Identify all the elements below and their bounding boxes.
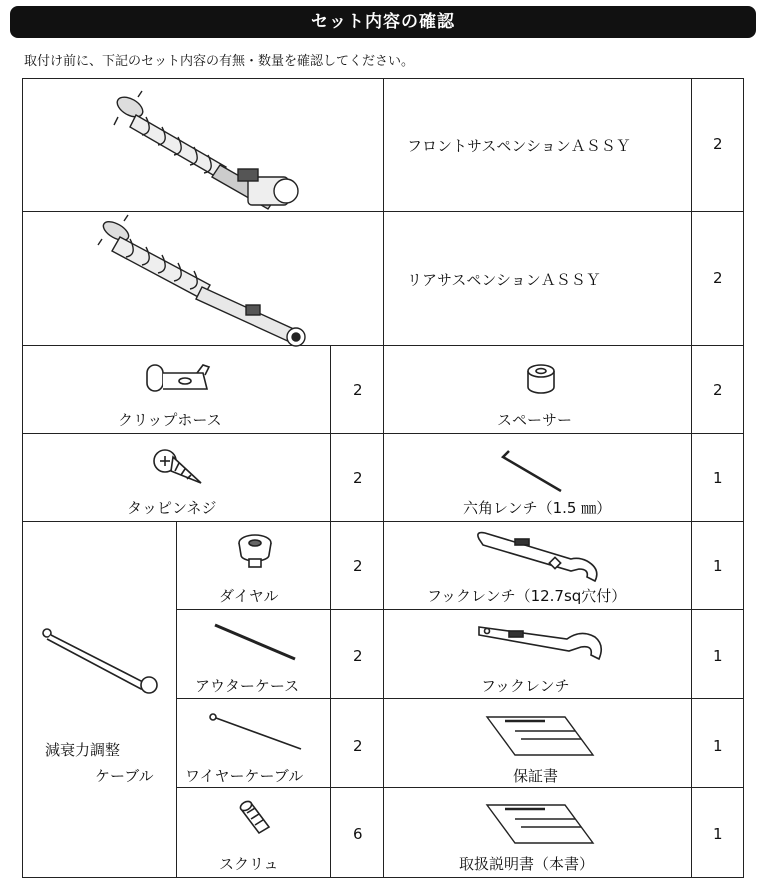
intro-text: 取付け前に、下記のセット内容の有無・数量を確認してください。 bbox=[24, 54, 415, 69]
wire-cable-qty: 2 bbox=[353, 737, 363, 755]
wire-cable-name: ワイヤーケーブル bbox=[185, 767, 304, 785]
spacer-name: スペーサー bbox=[497, 411, 573, 429]
clip-hose-name: クリップホース bbox=[118, 411, 222, 429]
hex-wrench-qty: 1 bbox=[713, 469, 723, 487]
clip-hose-qty: 2 bbox=[353, 381, 363, 399]
dial-name: ダイヤル bbox=[219, 587, 279, 605]
rear-suspension-name: リアサスペンションＡＳＳＹ bbox=[407, 271, 601, 289]
damping-cable-name-2: ケーブル bbox=[95, 767, 154, 785]
manual-name: 取扱説明書（本書） bbox=[459, 855, 595, 873]
warranty-qty: 1 bbox=[713, 737, 723, 755]
screw-name: スクリュ bbox=[219, 855, 279, 873]
hook-wrench-qty: 1 bbox=[713, 647, 723, 665]
spacer-qty: 2 bbox=[713, 381, 723, 399]
screw-qty: 6 bbox=[353, 825, 363, 843]
front-suspension-name: フロントサスペンションＡＳＳＹ bbox=[407, 137, 631, 155]
hook-wrench-name: フックレンチ bbox=[481, 677, 570, 695]
damping-cable-name-1: 減衰力調整 bbox=[45, 741, 121, 759]
hook-wrench-hole-name: フックレンチ（12.7sq穴付） bbox=[427, 587, 627, 605]
front-suspension-icon bbox=[108, 87, 308, 212]
warranty-icon bbox=[485, 715, 595, 757]
hex-wrench-name: 六角レンチ（1.5 ㎜） bbox=[463, 499, 612, 517]
outer-case-icon bbox=[211, 621, 301, 663]
manual-qty: 1 bbox=[713, 825, 723, 843]
rear-suspension-qty: 2 bbox=[713, 269, 723, 287]
manual-icon bbox=[485, 803, 595, 845]
hook-wrench-hole-icon bbox=[475, 529, 605, 585]
rear-suspension-icon bbox=[98, 219, 308, 344]
damping-cable-icon bbox=[41, 627, 161, 697]
warranty-name: 保証書 bbox=[513, 767, 559, 785]
tapping-screw-qty: 2 bbox=[353, 469, 363, 487]
clip-hose-icon bbox=[143, 359, 213, 395]
hook-wrench-hole-qty: 1 bbox=[713, 557, 723, 575]
screw-icon bbox=[237, 801, 273, 837]
contents-table bbox=[22, 78, 744, 878]
front-suspension-qty: 2 bbox=[713, 135, 723, 153]
spacer-icon bbox=[525, 363, 557, 395]
outer-case-name: アウターケース bbox=[195, 677, 300, 695]
hex-wrench-icon bbox=[501, 447, 571, 493]
wire-cable-icon bbox=[207, 711, 307, 753]
tapping-screw-icon bbox=[151, 447, 211, 489]
section-title: セット内容の確認 bbox=[10, 6, 756, 38]
dial-qty: 2 bbox=[353, 557, 363, 575]
outer-case-qty: 2 bbox=[353, 647, 363, 665]
tapping-screw-name: タッピンネジ bbox=[127, 499, 217, 517]
dial-icon bbox=[235, 531, 275, 571]
hook-wrench-icon bbox=[477, 619, 607, 663]
